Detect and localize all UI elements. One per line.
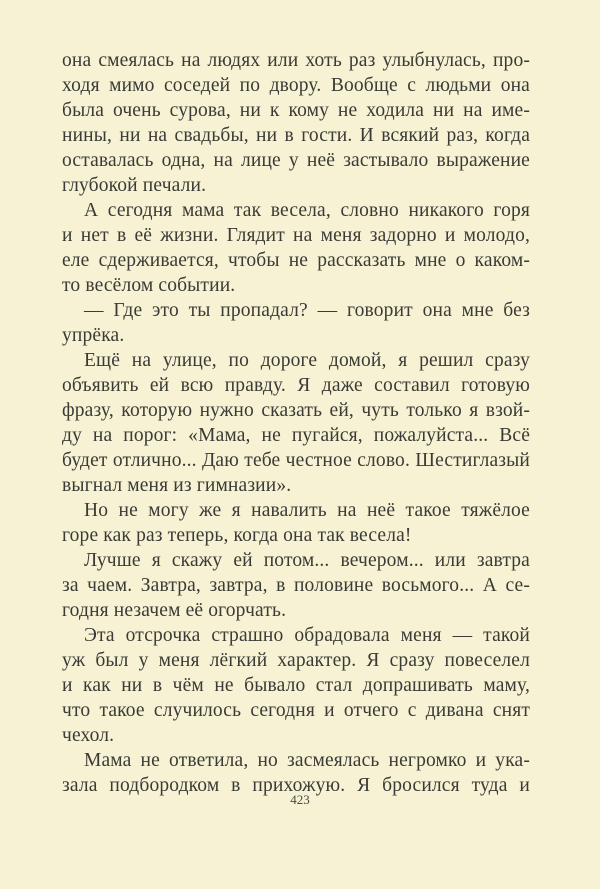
text-line: то весёлом событии. [62,275,236,296]
text-line: она смеялась на людях или хоть раз улыбнулась, про- [62,50,530,71]
page-number: 423 [290,792,310,807]
text-line: годня незачем её огорчать. [62,600,287,621]
text-line: и нет в её жизни. Глядит на меня задорно и молодо, [62,225,530,246]
text-line: оставалась одна, на лице у неё застывало выражение [62,150,530,171]
text-line: была очень сурова, ни к кому не ходила ни на име- [62,100,530,121]
text-line: Ещё на улице, по дороге домой, я решил сразу [84,350,530,371]
text-line: А сегодня мама так весела, словно никакого горя [84,200,530,221]
text-line: за чаем. Завтра, завтра, в половине восьмого... А се- [62,575,530,596]
text-line: ходя мимо соседей по двору. Вообще с людьми она [62,75,530,96]
text-line: Эта отсрочка страшно обрадовала меня — такой [84,625,530,646]
text-line: уж был у меня лёгкий характер. Я сразу повеселел [62,650,530,671]
text-line: упрёка. [62,325,125,346]
text-line: горе как раз теперь, когда она так весела! [62,525,412,546]
text-line: фразу, которую нужно сказать ей, чуть только я взой- [62,400,530,421]
text-line: Лучше я скажу ей потом... вечером... или завтра [84,550,530,571]
text-line: еле сдерживается, чтобы не рассказать мне о каком- [62,250,530,271]
text-line: выгнал меня из гимназии». [62,475,292,496]
text-line: нины, ни на свадьбы, ни в гости. И всякий раз, когда [62,125,530,146]
text-line: глубокой печали. [62,175,207,196]
text-line: — Где это ты пропадал? — говорит она мне без [84,300,530,321]
body-text [62,48,530,798]
text-line: что такое случилось сегодня и отчего с дивана снят [62,700,530,721]
text-line: будет отлично... Даю тебе честное слово. Шестиглазый [62,450,530,471]
text-line: Мама не ответила, но засмеялась негромко и ука- [84,750,530,771]
text-line: и как ни в чём не бывало стал допрашивать маму, [62,675,530,696]
text-line: зала подбородком в прихожую. Я бросился туда и [62,775,530,796]
text-line: чехол. [62,725,115,746]
text-line: объявить ей всю правду. Я даже составил готовую [62,375,530,396]
text-line: Но не могу же я навалить на неё такое тяжёлое [84,500,530,521]
text-line: ду на порог: «Мама, не пугайся, пожалуйста... Всё [62,425,530,446]
